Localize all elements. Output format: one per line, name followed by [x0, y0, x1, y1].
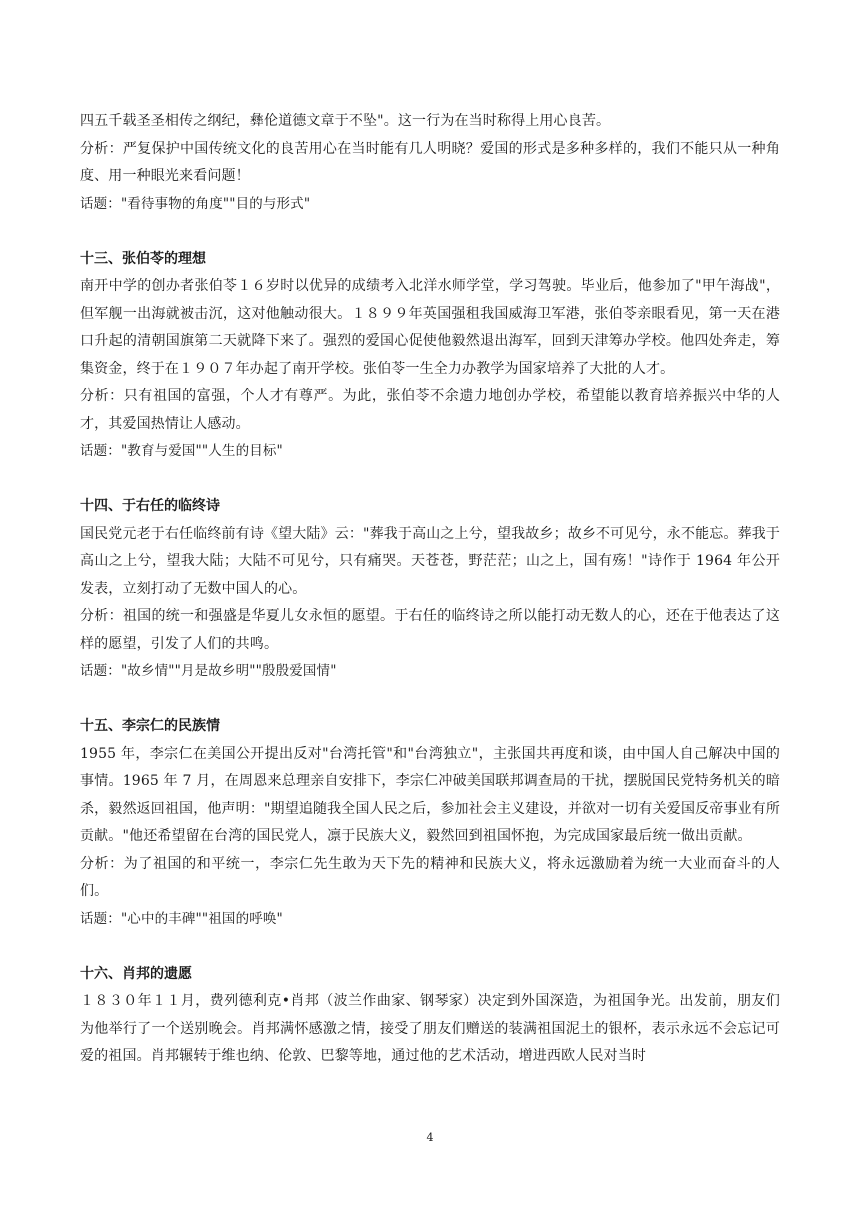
section-spacer	[80, 466, 780, 494]
section-spacer	[80, 686, 780, 714]
section-14-topic: 话题："故乡情""月是故乡明""殷殷爱国情"	[80, 663, 337, 679]
section-15-body: 1955 年，李宗仁在美国公开提出反对"台湾托管"和"台湾独立"，主张国共再度和谈，由中国人自己解决中国的事情。1965 年 7 月，在周恩来总理亲自安排下，李宗仁冲破美国联邦调查局的干扰，摆脱国民党特务机关的暗杀，毅然返回祖国，他声明："期望追随我全国人民之后，参加社会主义建设，并欲对一切有关爱国反帝事业有所贡献。"他还希望留在台湾的国民党人，凛于民族大义，毅然回到祖国怀抱，为完成国家最后统一做出贡献。	[80, 745, 780, 844]
section-15-topic: 话题："心中的丰碑""祖国的呼唤"	[80, 910, 283, 927]
page-number: 4	[426, 1131, 434, 1144]
section-14-body: 国民党元老于右任临终前有诗《望大陆》云："葬我于高山之上兮，望我故乡；故乡不可见兮，永不能忘。葬我于高山之上兮，望我大陆；大陆不可见兮，只有痛哭。天苍苍，野茫茫；山之上，国有殇！"诗作于 1964 年公开发表，立刻打动了无数中国人的心。	[80, 525, 780, 597]
section-16-body: １８３０年１１月，费列德利克•肖邦（波兰作曲家、钢琴家）决定到外国深造，为祖国争光。出发前，朋友们为他举行了一个送别晚会。肖邦满怀感激之情，接受了朋友们赠送的装满祖国泥土的银杯，表示永远不会忘记可爱的祖国。肖邦辗转于维也纳、伦敦、巴黎等地，通过他的艺术活动，增进西欧人民对当时	[80, 993, 780, 1064]
section-15-analysis: 分析：为了祖国的和平统一，李宗仁先生敢为天下先的精神和民族大义，将永远激励着为统一大业而奋斗的人们。	[80, 855, 780, 899]
section-14-title: 十四、于右任的临终诗	[80, 498, 220, 514]
intro-topic: 话题："看待事物的角度""目的与形式"	[80, 195, 311, 212]
section-16-title: 十六、肖邦的遗愿	[80, 965, 192, 982]
section-13-body: 南开中学的创办者张伯苓１６岁时以优异的成绩考入北洋水师学堂，学习驾驶。毕业后，他参加了"甲午海战"，但军舰一出海就被击沉，这对他触动很大。１８９９年英国强租我国威海卫军港，张伯苓亲眼看见，第一天在港口升起的清朝国旗第二天就降下来了。强烈的爱国心促使他毅然退出海军，回到天津筹办学校。他四处奔走，筹集资金，终于在１９０７年办起了南开学校。张伯苓一生全力办教学为国家培养了大批的人才。	[80, 278, 780, 377]
intro-analysis: 分析：严复保护中国传统文化的良苦用心在当时能有几人明晓？爱国的形式是多种多样的，我们不能只从一种角度、用一种眼光来看问题！	[80, 140, 780, 184]
section-13-topic: 话题："教育与爱国""人生的目标"	[80, 443, 283, 459]
section-spacer	[80, 933, 780, 961]
section-14-analysis: 分析：祖国的统一和强盛是华夏儿女永恒的愿望。于右任的临终诗之所以能打动无数人的心，还在于他表达了这样的愿望，引发了人们的共鸣。	[80, 608, 780, 652]
section-15-title: 十五、李宗仁的民族情	[80, 718, 220, 734]
section-13-analysis: 分析：只有祖国的富强，个人才有尊严。为此，张伯苓不余遗力地创办学校，希望能以教育培养振兴中华的人才，其爱国热情让人感动。	[80, 388, 780, 432]
page-content	[80, 108, 780, 1071]
intro-text: 四五千载圣圣相传之纲纪，彝伦道德文章于不坠"。这一行为在当时称得上用心良苦。	[80, 113, 611, 129]
section-13-title: 十三、张伯苓的理想	[80, 250, 206, 267]
section-spacer	[80, 218, 780, 246]
